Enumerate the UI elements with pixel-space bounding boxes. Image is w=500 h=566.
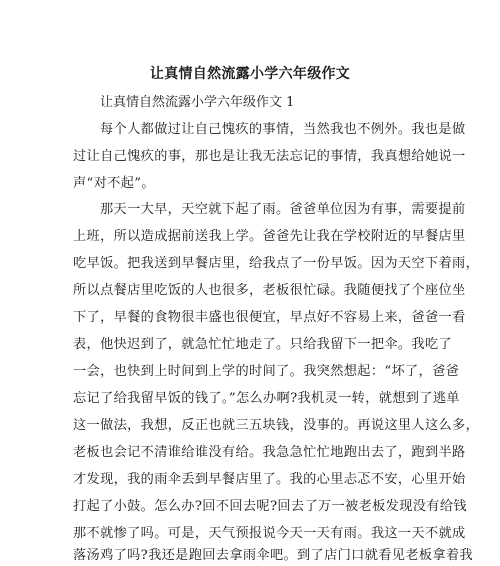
document-title: 让真情自然流露小学六年级作文 [149, 66, 351, 82]
paragraph-line: 下了，早餐的食物很丰盛也很便宜，早点好不容易上来，爸爸一看 [73, 310, 466, 325]
paragraph-line: 打起了小鼓。怎么办?回不回去呢?回去了万一被老板发现没有给钱 [73, 499, 467, 514]
paragraph-line: 忘记了给我留早饭的钱了。”怎么办啊?我机灵一转，就想到了逃单 [73, 391, 460, 406]
paragraph-line: 老板也会记不清谁给谁没有给。我急急忙忙地跑出去了，跑到半路 [73, 445, 466, 460]
paragraph-line: 过让自己愧疚的事，那也是让我无法忘记的事情，我真想给她说一 [73, 149, 466, 164]
paragraph-line: 才发现，我的雨伞丢到早餐店里了。我的心里忐忑不安，心里开始 [73, 472, 466, 487]
paragraph-line: 这一做法，我想，反正也就三五块钱，没事的。再说这里人这么多， [73, 418, 480, 433]
paragraph-line: 表，他快迟到了，就急忙忙地走了。只给我留下一把伞。我吃了 [73, 337, 453, 352]
paragraph-line: 那天一大早，天空就下起了雨。爸爸单位因为有事，需要提前 [100, 202, 466, 217]
paragraph-line: 那不就惨了吗。可是，天气预报说今天一天有雨。我这一天不就成 [73, 526, 466, 541]
paragraph-line: 声“对不起”。 [73, 176, 155, 191]
paragraph-line: 落汤鸡了吗?我还是跑回去拿雨伞吧。到了店门口就看见老板拿着我 [73, 548, 474, 563]
paragraph-line: 一会，也快到上时间到上学的时间了。我突然想起：“坏了，爸爸 [73, 364, 460, 379]
paragraph-line: 所以点餐店里吃饭的人也很多，老板很忙碌。我随便找了个座位坐 [73, 283, 466, 298]
document-subtitle: 让真情自然流露小学六年级作文 1 [100, 95, 295, 110]
paragraph-line: 上班，所以造成据前送我上学。爸爸先让我在学校附近的早餐店里 [73, 229, 466, 244]
paragraph-line: 每个人都做过让自己愧疚的事情，当然我也不例外。我也是做 [100, 122, 466, 137]
paragraph-line: 吃早饭。把我送到早餐店里，给我点了一份早饭。因为天空下着雨， [73, 256, 480, 271]
